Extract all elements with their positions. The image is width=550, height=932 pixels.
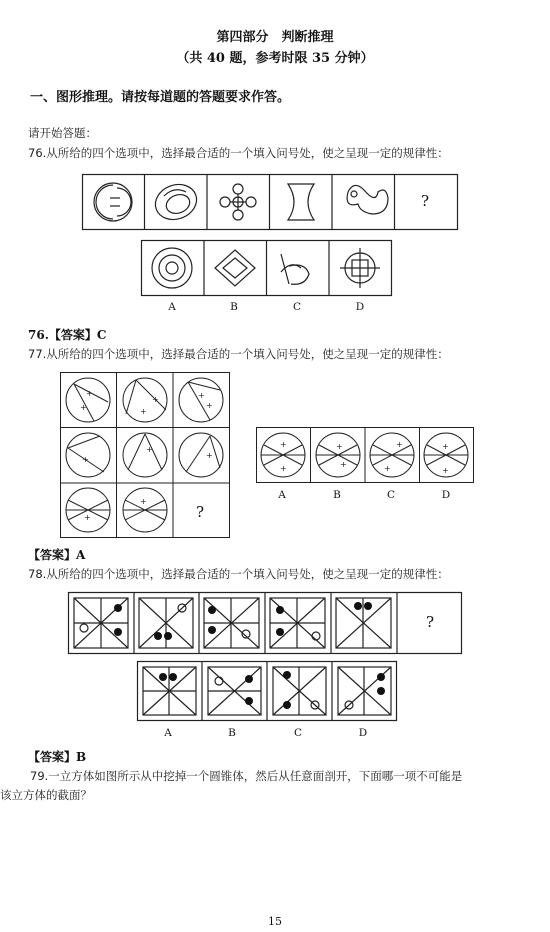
q78-option-a: A bbox=[164, 727, 172, 739]
svg-text:+: + bbox=[86, 389, 93, 398]
section-heading: 一、图形推理。请按每道题的答题要求作答。 bbox=[30, 90, 291, 105]
svg-text:+: + bbox=[340, 460, 347, 469]
q79-text-line1: 79.一立方体如图所示从中挖掉一个圆锥体，然后从任意面剖开，下面哪一项不可能是 bbox=[30, 769, 463, 783]
q76-sequence-figure bbox=[82, 174, 458, 230]
svg-text:+: + bbox=[442, 466, 449, 475]
q76-option-a: A bbox=[168, 301, 176, 313]
svg-text:+: + bbox=[140, 407, 147, 416]
q78-option-d: D bbox=[358, 727, 368, 739]
q77-answer: 【答案】A bbox=[28, 548, 86, 562]
q77-question-mark: ? bbox=[195, 503, 205, 521]
q77-option-a: A bbox=[278, 489, 286, 501]
svg-text:+: + bbox=[84, 513, 91, 522]
svg-text:+: + bbox=[206, 451, 213, 460]
part-subtitle: （共 40 题，参考时限 35 分钟） bbox=[176, 51, 374, 66]
q78-options-figure bbox=[137, 661, 397, 721]
q78-answer: 【答案】B bbox=[28, 750, 87, 764]
q78-option-b: B bbox=[228, 727, 236, 739]
q77-option-c: C bbox=[386, 489, 396, 501]
svg-text:+: + bbox=[206, 401, 213, 410]
q78-sequence-figure bbox=[68, 592, 462, 654]
svg-text:+: + bbox=[198, 391, 205, 400]
svg-text:+: + bbox=[442, 442, 449, 451]
part-title: 第四部分 判断推理 bbox=[216, 30, 334, 45]
page-number: 15 bbox=[268, 915, 282, 928]
svg-text:+: + bbox=[280, 440, 287, 449]
svg-text:+: + bbox=[396, 440, 403, 449]
q79-text-line2: 该立方体的截面？ bbox=[0, 788, 92, 802]
svg-text:+: + bbox=[280, 464, 287, 473]
q76-answer: 76.【答案】C bbox=[28, 328, 107, 342]
svg-text:+: + bbox=[384, 464, 391, 473]
q78-text: 78.从所给的四个选项中，选择最合适的一个填入问号处，使之呈现一定的规律性： bbox=[28, 567, 449, 581]
q76-option-b: B bbox=[230, 301, 238, 313]
q78-option-c: C bbox=[293, 727, 303, 739]
svg-text:+: + bbox=[80, 403, 87, 412]
q77-option-d: D bbox=[441, 489, 451, 501]
q76-question-mark: ? bbox=[420, 192, 430, 210]
svg-text:+: + bbox=[146, 445, 153, 454]
q77-text: 77.从所给的四个选项中，选择最合适的一个填入问号处，使之呈现一定的规律性： bbox=[28, 347, 449, 361]
svg-text:+: + bbox=[152, 395, 159, 404]
q76-option-c: C bbox=[292, 301, 302, 313]
svg-text:+: + bbox=[336, 442, 343, 451]
q76-option-d: D bbox=[355, 301, 365, 313]
q78-question-mark: ? bbox=[425, 613, 435, 631]
section-intro: 请开始答题： bbox=[28, 126, 97, 140]
svg-text:+: + bbox=[82, 455, 89, 464]
q76-options-figure bbox=[141, 240, 392, 296]
q77-options-figure bbox=[256, 427, 474, 483]
q77-option-b: B bbox=[333, 489, 341, 501]
svg-text:+: + bbox=[140, 497, 147, 506]
q76-text: 76.从所给的四个选项中，选择最合适的一个填入问号处，使之呈现一定的规律性： bbox=[28, 146, 449, 160]
